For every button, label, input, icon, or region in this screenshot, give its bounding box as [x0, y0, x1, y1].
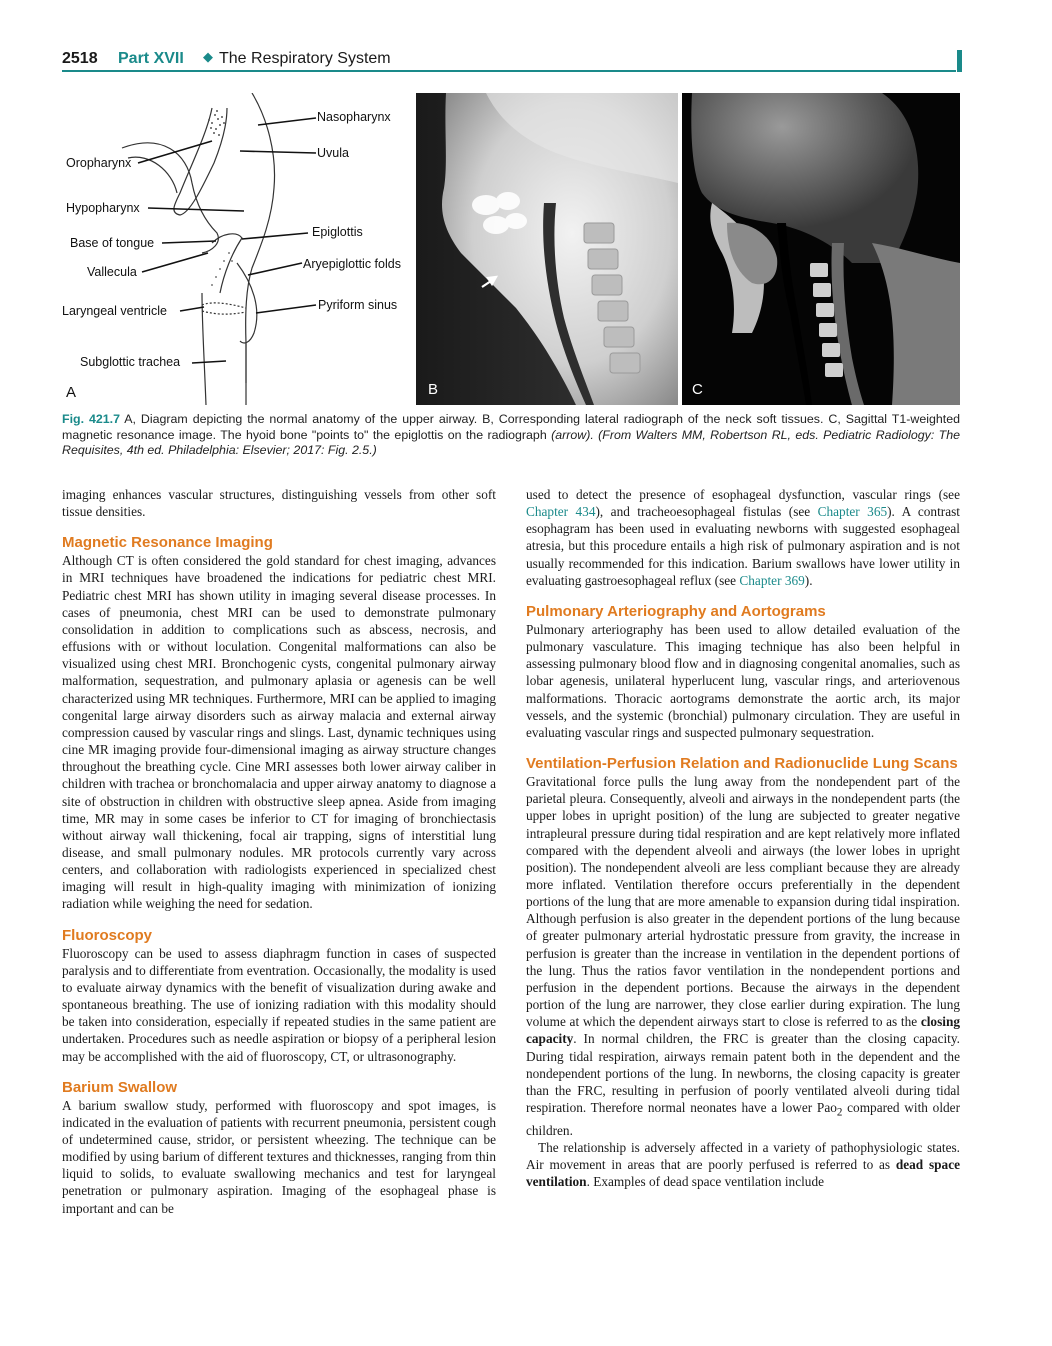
- barium-cont-text-4: ).: [804, 572, 813, 588]
- chapter-434-link[interactable]: Chapter 434: [526, 504, 596, 520]
- closing-capacity-term: closing capacity: [526, 1014, 960, 1047]
- vq-para2-text-2: . Examples of dead space ventilation include: [586, 1174, 824, 1190]
- barium-cont-text-2: ), and tracheoesophageal fistulas (see: [595, 504, 818, 520]
- heading-fluoroscopy: Fluoroscopy: [62, 926, 153, 944]
- label-subglottic-trachea: Subglottic trachea: [80, 355, 181, 369]
- left-column: [62, 486, 496, 1217]
- label-base-of-tongue: Base of tongue: [70, 236, 155, 250]
- vq-text-1: Gravitational force pulls the lung away from the nondependent part of the parietal pleura. Consequently, alveoli and airways in the nondependent parts (the upper lobes in upright position) of the lung are subjected to greater negative intrapleural pressure during tidal respiration and are kept relatively more inflated compared with the dependent alveoli and airways (the lower lobes in upright position). The nondependent alveoli are less compliant because they are already more inflated. Ventilation therefore occurs preferentially in the dependent portions of the lung that are more amenable to expansion during tidal inspiration. Although perfusion is also greater in the dependent portions of the lung because of greater pulmonary arterial hydrostatic pressure from gravity, the increase in perfusion is greater than the increase in ventilation in the dependent portions of the lung. Thus the ratios favor ventilation in the nondependent portions and perfusion in the dependent portions. Because the airways in the dependent portion of the lung are narrower, they close earlier during expiration. The lung volume at which the dependent airways start to close is referred to as the: [526, 774, 960, 1030]
- vq-para2-text-1: The relationship is adversely affected in a variety of pathophysiologic states. Air movement in areas that are poorly perfused is referred to as: [526, 1139, 960, 1173]
- fluoroscopy-paragraph: Fluoroscopy can be used to assess diaphragm function in cases of suspected paralysis and to differentiate from eventration. Occasionally, the modality is used to evaluate airway dynamics with the benefit of visualization during awake and spontaneous breathing. The use of ionizing radiation with this modality should be taken into consideration, especially if repeated studies in the same patient are undertaken. Procedures such as needle aspiration or biopsy of a peripheral lesion may be accomplished with the aid of fluoroscopy, CT, or ultrasonography.: [62, 945, 496, 1064]
- panel-b-radiograph: [416, 93, 678, 405]
- panel-letter-a: A: [66, 384, 77, 401]
- header-tab-marker: [957, 50, 962, 72]
- label-pyriform-sinus: Pyriform sinus: [318, 298, 398, 312]
- vq-text-2: . In normal children, the FRC is greater than the closing capacity. During tidal respiration, airways remain patent both in the dependent and the nondependent portions of the lung. In newborns, the closing capacity is greater than the FRC, resulting in perfusion of poorly ventilated alveoli during tidal respiration. Therefore normal neonates have a lower Pao: [526, 1031, 960, 1115]
- diamond-separator-icon: ◆: [203, 50, 213, 65]
- intro-paragraph: imaging enhances vascular structures, distinguishing vessels from other soft tissue densities.: [62, 487, 496, 520]
- section-title: The Respiratory System: [219, 50, 391, 67]
- barium-continued-paragraph: [526, 486, 960, 589]
- figure-caption: [62, 412, 960, 459]
- chapter-369-link[interactable]: Chapter 369: [739, 572, 805, 588]
- label-hypopharynx: Hypopharynx: [66, 201, 140, 215]
- caption-text: A, Diagram depicting the normal anatomy of the upper airway. B, Corresponding lateral radiograph of the neck soft tissues. C, Sagittal T1-weighted magnetic resonance image. The hyoid bone "points to" the epiglottis on the radiograph: [62, 412, 960, 442]
- label-uvula: Uvula: [317, 146, 349, 160]
- figure-number: Fig. 421.7: [62, 412, 120, 426]
- chapter-365-link[interactable]: Chapter 365: [817, 504, 888, 520]
- vq-paragraph-2: [526, 1139, 960, 1190]
- arteriography-paragraph: Pulmonary arteriography has been used to allow detailed evaluation of the pulmonary vasculature. This imaging technique has also been helpful in assessing pulmonary blood flow and in diagnosing congenital anomalies, such as lobar agenesis, unilateral hyperlucent lung, vascular rings, and arteriovenous malformations. Thoracic aortograms demonstrate the aortic arch, its major vessels, and the systemic (bronchial) pulmonary circulation. They are useful in evaluating vascular rings and suspected pulmonary sequestration.: [526, 621, 960, 740]
- panel-letter-b: B: [428, 381, 439, 398]
- label-vallecula: Vallecula: [87, 265, 137, 279]
- label-aryepiglottic-folds: Aryepiglottic folds: [303, 257, 401, 271]
- radiograph-image: [416, 93, 678, 405]
- panel-c-mri: [682, 93, 960, 405]
- caption-source: (arrow). (From Walters MM, Robertson RL, eds. Pediatric Radiology: The Requisites, 4th ed. Philadelphia: Elsevier; 2017: Fig. 2.5.): [62, 427, 961, 457]
- heading-pulmonary-arteriography: Pulmonary Arteriography and Aortograms: [526, 602, 826, 620]
- panel-letter-c: C: [692, 381, 703, 398]
- vq-paragraph-1: [526, 773, 960, 1139]
- heading-ventilation-perfusion: Ventilation-Perfusion Relation and Radionuclide Lung Scans: [526, 755, 958, 773]
- heading-barium-swallow: Barium Swallow: [62, 1078, 178, 1096]
- vq-text-3: compared with older children.: [526, 1100, 960, 1138]
- mri-paragraph: Although CT is often considered the gold standard for chest imaging, advances in MRI techniques have broadened the indications for pediatric chest MRI. Pediatric chest MRI has shown utility in imaging several disease processes. In cases of pneumonia, chest MRI can be used to demonstrate pulmonary consolidation in addition to complications such as abscess, necrosis, and effusions with or without loculation. Congenital malformations can also be visualized using chest MRI. Bronchogenic cysts, congenital pulmonary airway malformation, sequestration, and pulmonary aplasia or agenesis can be well characterized using MR techniques. Furthermore, MRI can be applied to imaging congenital large airway disorders such as airway malacia and external airway compression caused by vascular rings and slings. Last, dynamic techniques using cine MR imaging provide four-dimensional imaging as airway structure changes throughout the breathing cycle. Cine MRI assesses both lower airway caliber in children with trachea or bronchomalacia and upper airway anatomy to diagnose a site of obstruction in children with obstructive sleep apnea. Aside from imaging time, MR may in some cases be inferior to CT for imaging of bronchiectasis without airway wall thickening, focal air trapping, signs of interstitial lung disease, and small pulmonary nodules. MR protocols currently vary across centers, and collaboration with radiologists experienced in specialized chest imaging will result in high-quality imaging with minimization of ionizing radiation while weighing the need for sedation.: [62, 553, 496, 912]
- label-oropharynx: Oropharynx: [66, 156, 132, 170]
- barium-cont-text-3: ). A contrast esophagram has been used in evaluating newborns with suggested esophageal atresia, but this procedure entails a high risk of pulmonary aspiration and is not usually recommended for this indication. Barium swallows have lower utility in evaluating gastroesophageal reflux (see: [526, 504, 960, 588]
- label-nasopharynx: Nasopharynx: [317, 110, 391, 124]
- header-rule: [62, 70, 956, 72]
- dead-space-term: dead space ventilation: [526, 1157, 960, 1190]
- barium-cont-text-1: used to detect the presence of esophageal dysfunction, vascular rings (see: [526, 487, 960, 502]
- label-epiglottis: Epiglottis: [312, 225, 363, 239]
- mri-image: [682, 93, 960, 405]
- running-header: [62, 48, 958, 72]
- label-laryngeal-ventricle: Laryngeal ventricle: [62, 304, 167, 318]
- barium-paragraph: A barium swallow study, performed with fluoroscopy and spot images, is indicated in the evaluation of patients with recurrent pneumonia, persistent cough of undetermined cause, stridor, or persistent wheezing. The technique can be modified by using barium of different textures and thicknesses, ranging from thin liquid to solids, to evaluate swallowing mechanics and test for laryngeal penetration or pulmonary aspiration. Imaging of the esophageal phase is important and can be: [62, 1097, 496, 1216]
- pao2-subscript: 2: [836, 1106, 843, 1119]
- heading-mri: Magnetic Resonance Imaging: [62, 534, 273, 552]
- right-column: [526, 486, 960, 1190]
- page-number: 2518: [62, 50, 98, 67]
- panel-a-diagram: [62, 93, 414, 405]
- part-label: Part XVII: [118, 50, 184, 67]
- figure-421-7: [62, 93, 960, 405]
